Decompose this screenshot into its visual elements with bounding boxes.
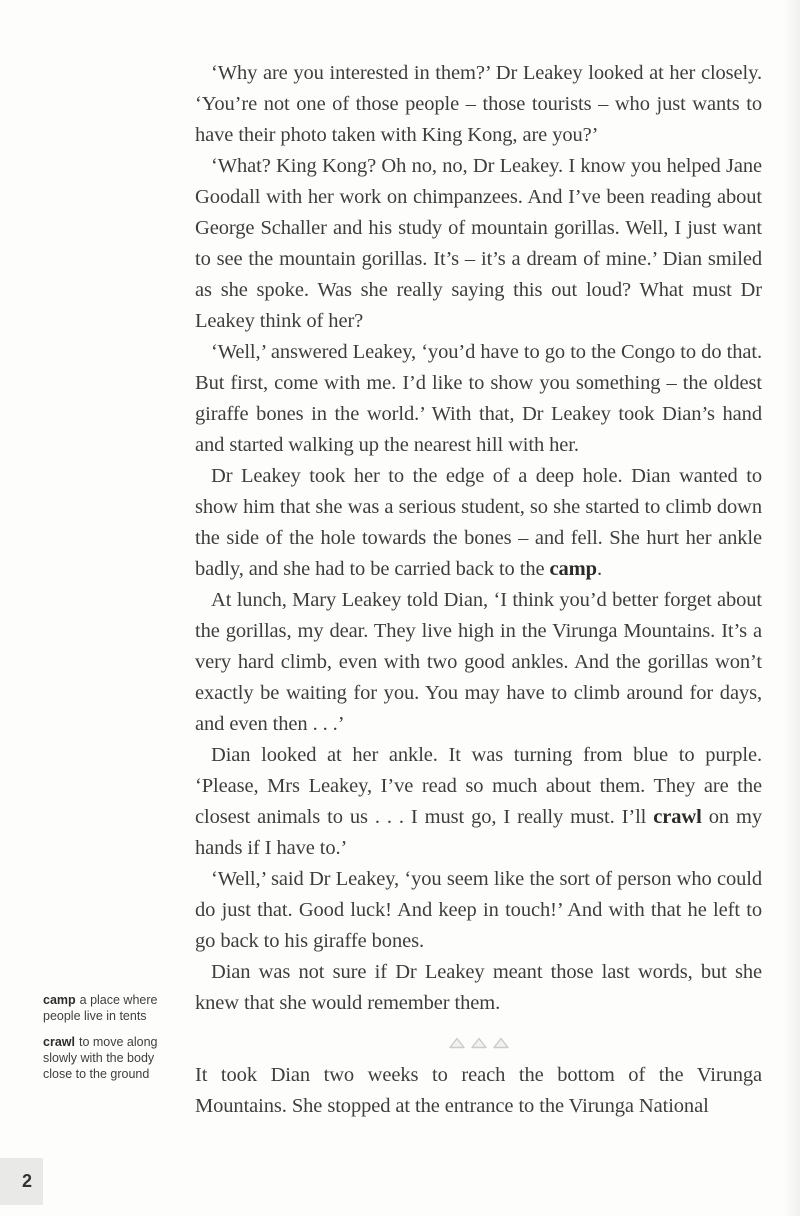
- text-run: Dian was not sure if Dr Leakey meant those last words, but she knew that she would remember them.: [195, 961, 762, 1014]
- page-number: 2: [22, 1171, 33, 1191]
- paragraph: [195, 461, 762, 585]
- glossary-sidebar: [43, 992, 163, 1092]
- paragraph: [195, 864, 762, 957]
- paragraph: [195, 585, 762, 740]
- paragraph: [195, 151, 762, 337]
- section-separator: [195, 1037, 762, 1049]
- text-run: At lunch, Mary Leakey told Dian, ‘I think you’d better forget about the gorillas, my dear. They live high in the Virunga Mountains. It’s a very hard climb, even with two good ankles. And the gorillas won’t exactly be waiting for you. You may have to climb around for days, and even then . . .’: [195, 589, 762, 735]
- text-run: on my hands if I have to.’: [195, 806, 762, 859]
- text-section-2: [195, 1060, 762, 1122]
- body-text: [195, 58, 762, 1122]
- bold-vocab-word: crawl: [653, 806, 702, 828]
- text-run: ‘Why are you interested in them?’ Dr Leakey looked at her closely. ‘You’re not one of those people – those tourists – who just wants to have their photo taken with King Kong, are you?’: [195, 62, 762, 146]
- glossary-term: camp: [43, 993, 76, 1007]
- glossary-term: crawl: [43, 1035, 75, 1049]
- mountain-triangle-icon: [471, 1037, 487, 1049]
- text-run: Dian looked at her ankle. It was turning from blue to purple. ‘Please, Mrs Leakey, I’ve read so much about them. They are the closest animals to us . . . I must go, I really must. I’ll: [195, 744, 762, 828]
- paragraph: [195, 1060, 762, 1122]
- text-run: ‘Well,’ answered Leakey, ‘you’d have to go to the Congo to do that. But first, come with me. I’d like to show you something – the oldest giraffe bones in the world.’ With that, Dr Leakey took Dian’s hand and started walking up the nearest hill with her.: [195, 341, 762, 456]
- text-run: It took Dian two weeks to reach the bottom of the Virunga Mountains. She stopped at the entrance to the Virunga National: [195, 1064, 762, 1117]
- paragraph: [195, 957, 762, 1019]
- paragraph: [195, 337, 762, 461]
- mountain-triangle-icon: [449, 1037, 465, 1049]
- paragraph: [195, 58, 762, 151]
- glossary-entry: [43, 992, 163, 1024]
- mountain-triangle-icon: [493, 1037, 509, 1049]
- paragraph: [195, 740, 762, 864]
- text-run: .: [596, 558, 602, 580]
- text-section-1: [195, 58, 762, 1019]
- glossary-definition: a place where people live in tents: [43, 993, 158, 1023]
- glossary-entry: [43, 1034, 163, 1082]
- page-number-badge: [0, 1158, 43, 1205]
- text-run: ‘What? King Kong? Oh no, no, Dr Leakey. I know you helped Jane Goodall with her work on chimpanzees. And I’ve been reading about George Schaller and his study of mountain gorillas. Well, I just want to see the mountain gorillas. It’s – it’s a dream of mine.’ Dian smiled as she spoke. Was she really saying this out loud? What must Dr Leakey think of her?: [195, 155, 762, 332]
- text-run: ‘Well,’ said Dr Leakey, ‘you seem like the sort of person who could do just that. Good luck! And keep in touch!’ And with that he left to go back to his giraffe bones.: [195, 868, 762, 952]
- glossary-definition: to move along slowly with the body close to the ground: [43, 1035, 158, 1081]
- text-run: Dr Leakey took her to the edge of a deep hole. Dian wanted to show him that she was a serious student, so she started to climb down the side of the hole towards the bones – and fell. She hurt her ankle badly, and she had to be carried back to the: [195, 465, 762, 580]
- page-edge-shadow: [784, 0, 800, 1216]
- bold-vocab-word: camp: [549, 558, 597, 580]
